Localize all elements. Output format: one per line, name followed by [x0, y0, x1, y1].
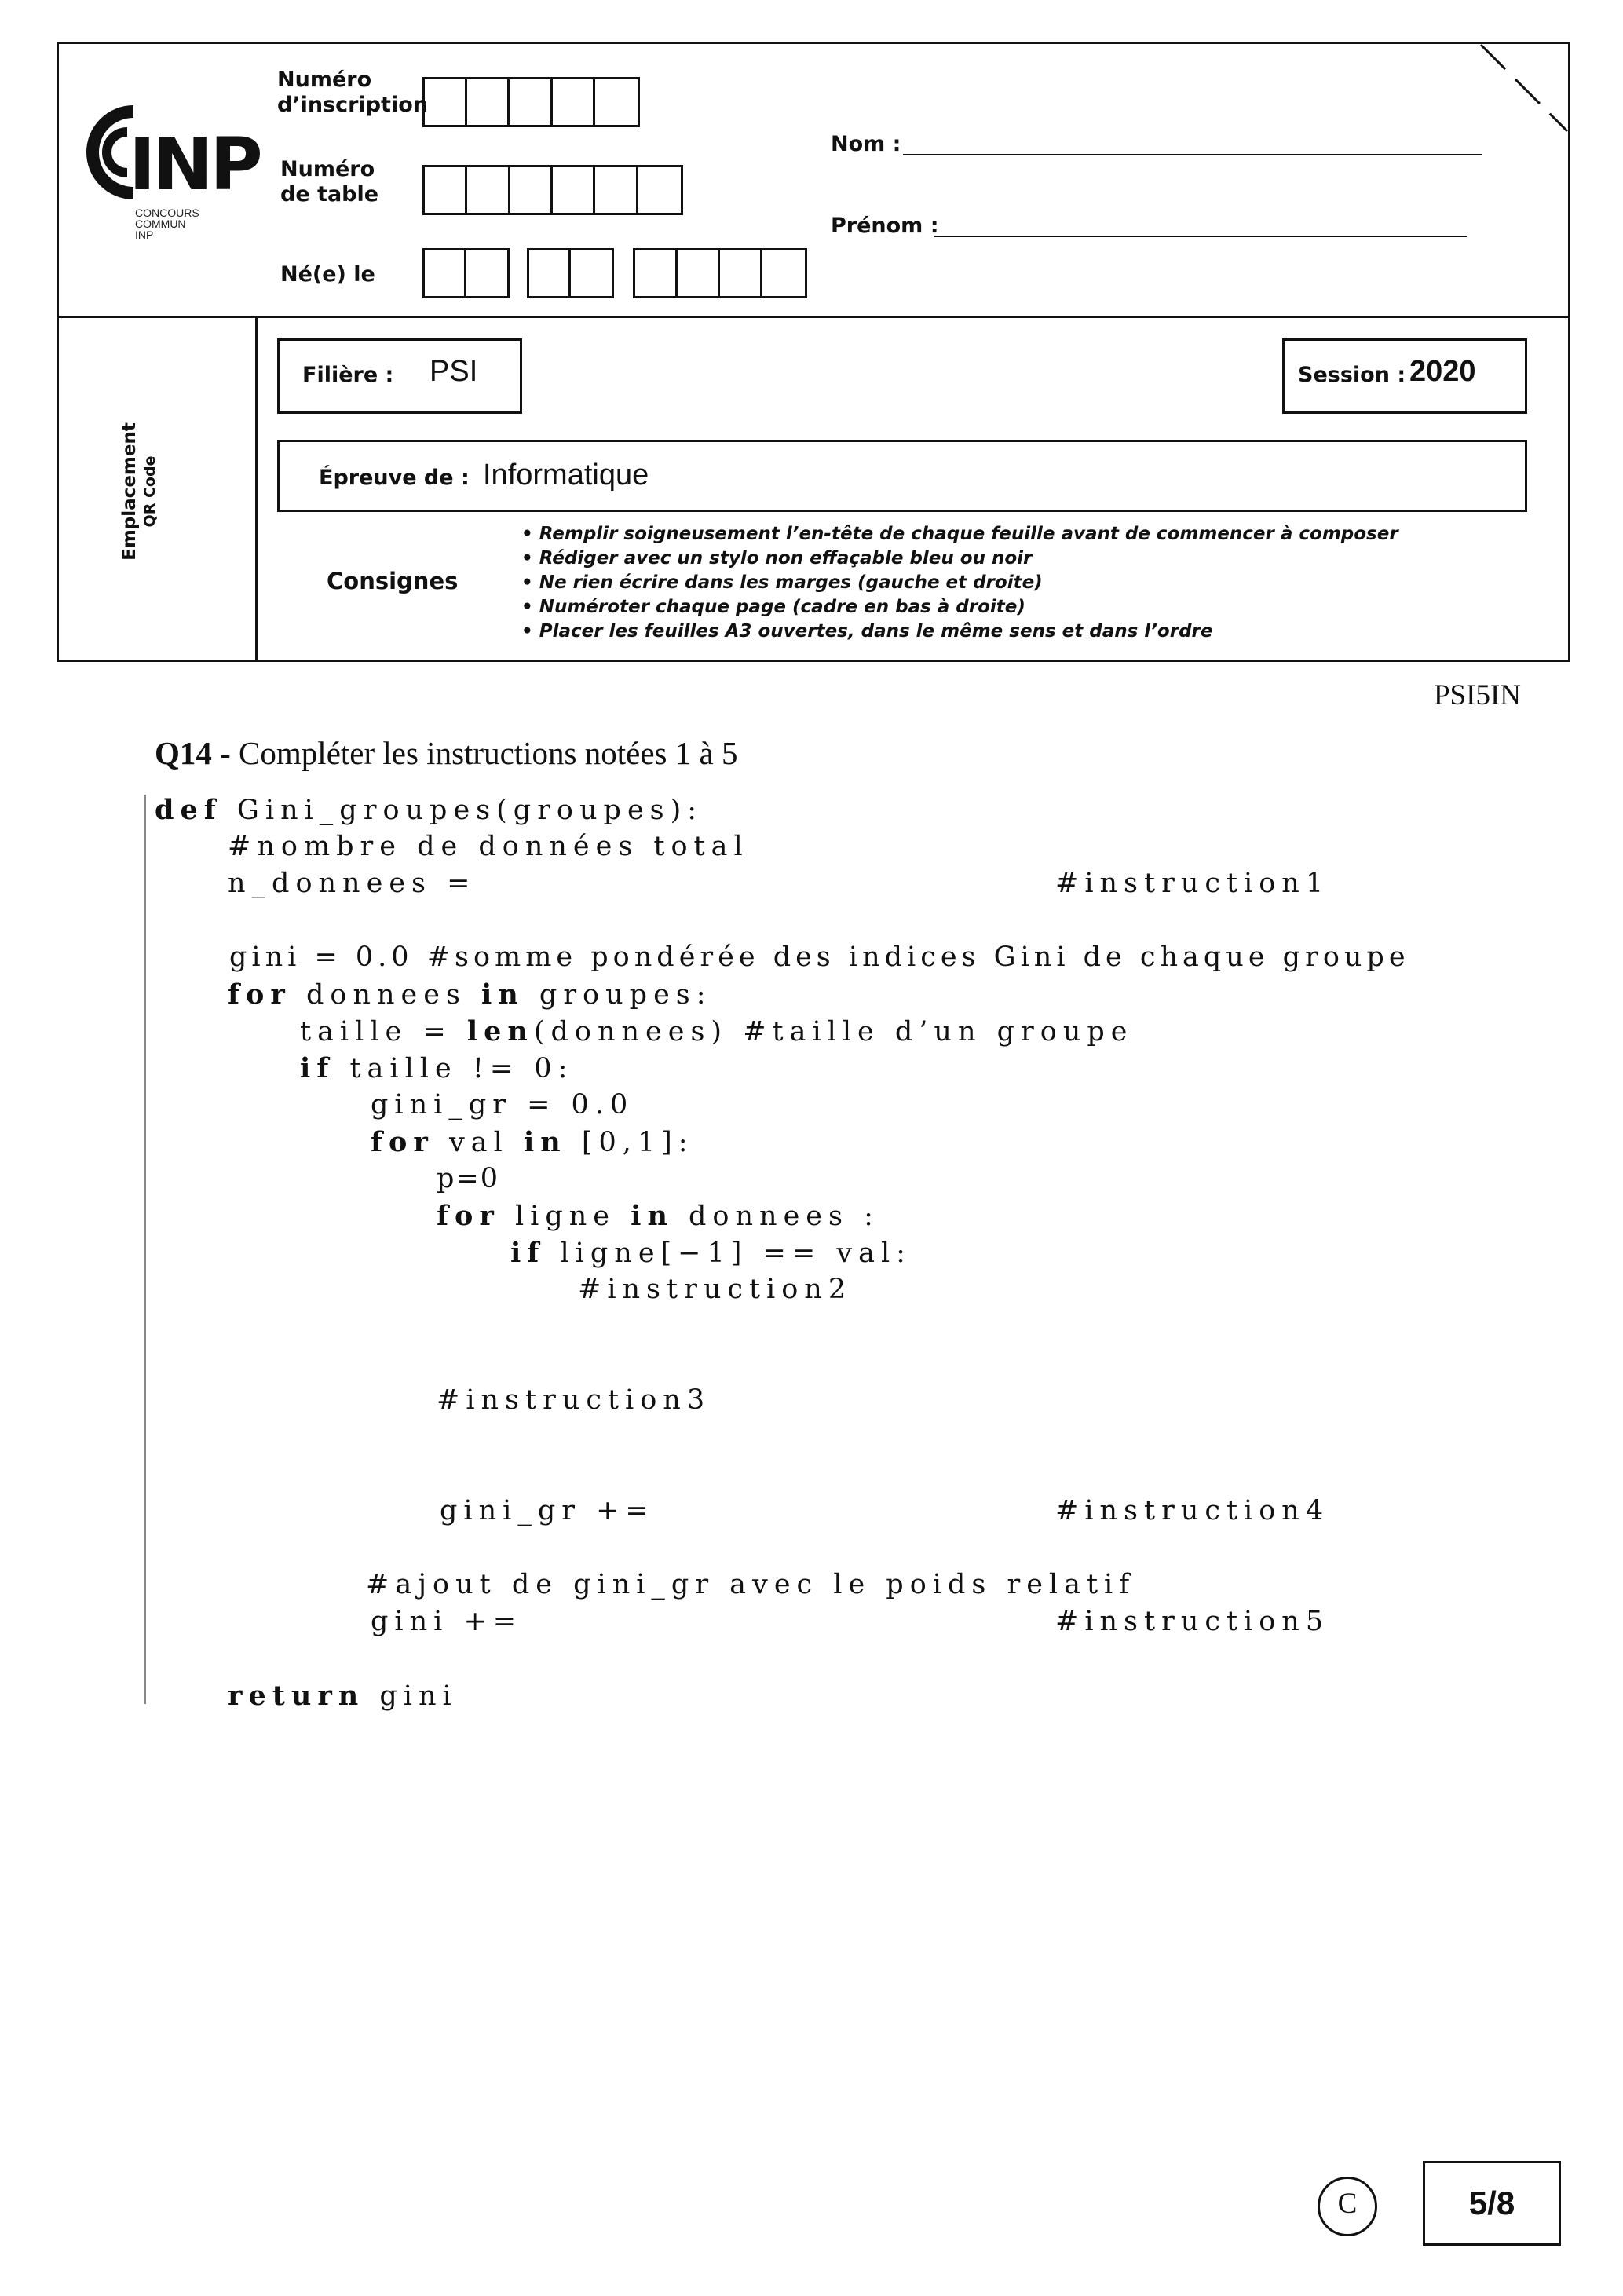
nom-field[interactable]	[903, 154, 1482, 155]
question-number: Q14	[155, 735, 212, 771]
prenom-label: Prénom :	[831, 214, 939, 238]
date-jour-field[interactable]	[422, 248, 510, 298]
code-line: return gini	[228, 1680, 458, 1712]
session-value: 2020	[1409, 355, 1476, 388]
inp-logo	[79, 97, 259, 247]
code-line: for val in [0,1]:	[371, 1126, 694, 1158]
code-line: #nombre de données total	[228, 831, 749, 862]
numero-table-field[interactable]	[422, 165, 683, 215]
code-line: for ligne in donnees :	[437, 1200, 879, 1232]
code-comment: #instruction3	[437, 1384, 711, 1416]
numero-inscription-field[interactable]	[422, 77, 640, 127]
prenom-field[interactable]	[934, 236, 1467, 237]
qr-code-placeholder	[108, 416, 265, 573]
code-comment: #instruction1	[1055, 868, 1330, 899]
header-divider	[57, 316, 1570, 318]
consignes-list	[521, 522, 1398, 644]
nom-label: Nom :	[831, 132, 901, 156]
qr-label-line1: Emplacement	[119, 422, 140, 561]
numero-inscription-label: Numéro d’inscription	[277, 68, 428, 117]
code-line: gini +=	[371, 1606, 523, 1637]
page-number: 5/8	[1468, 2184, 1515, 2221]
question-heading	[155, 734, 737, 772]
filiere-value: PSI	[430, 355, 478, 388]
epreuve-label: Épreuve de :	[319, 466, 470, 490]
circle-c-letter: C	[1337, 2188, 1358, 2220]
consigne-item: • Numéroter chaque page (cadre en bas à droite)	[521, 597, 1025, 617]
code-line: gini_gr = 0.0	[371, 1089, 634, 1121]
question-text: - Compléter les instructions notées 1 à 5	[211, 735, 738, 771]
code-margin-line	[144, 795, 146, 1704]
subject-code: PSI5IN	[1433, 679, 1521, 711]
page-number-box	[1423, 2161, 1561, 2246]
code-line: for donnees in groupes:	[228, 978, 712, 1011]
date-mois-field[interactable]	[527, 248, 614, 298]
code-line: n_donnees =	[228, 868, 477, 899]
code-comment: #instruction2	[578, 1274, 853, 1305]
code-comment: #instruction4	[1055, 1495, 1330, 1526]
filiere-label: Filière :	[302, 363, 394, 387]
code-line: gini_gr +=	[440, 1495, 655, 1526]
consignes-label: Consignes	[327, 568, 459, 594]
code-line: gini = 0.0 #somme pondérée des indices Gini de chaque groupe	[229, 941, 1410, 973]
code-line: taille = len(donnees) #taille d’un groupe	[300, 1015, 1134, 1047]
qr-label-line2: QR Code	[141, 455, 159, 528]
inp-logo-text: INP	[129, 122, 260, 207]
date-annee-field[interactable]	[633, 248, 807, 298]
code-line: p=0	[437, 1163, 499, 1194]
consigne-item: • Ne rien écrire dans les marges (gauche et droite)	[521, 572, 1043, 593]
date-naissance-label: Né(e) le	[280, 262, 375, 287]
session-label: Session :	[1298, 363, 1406, 387]
consigne-item: • Placer les feuilles A3 ouvertes, dans le même sens et dans l’ordre	[521, 621, 1213, 642]
numero-table-label: Numéro de table	[280, 157, 379, 207]
corner-fold-mark	[1476, 42, 1570, 136]
inp-logo-subtitle: CONCOURS COMMUN INP	[135, 207, 199, 241]
epreuve-value: Informatique	[483, 459, 649, 492]
code-comment: #ajout de gini_gr avec le poids relatif	[366, 1569, 1136, 1600]
code-line: def Gini_groupes(groupes):	[155, 794, 704, 826]
consigne-item: • Rédiger avec un stylo non effaçable bleu ou noir	[521, 548, 1033, 569]
consigne-item: • Remplir soigneusement l’en-tête de chaque feuille avant de commencer à composer	[521, 524, 1398, 544]
code-line: if taille != 0:	[300, 1052, 574, 1084]
code-line: if ligne[−1] == val:	[510, 1237, 912, 1269]
circle-c-mark	[1318, 2177, 1377, 2236]
code-comment: #instruction5	[1055, 1606, 1330, 1637]
